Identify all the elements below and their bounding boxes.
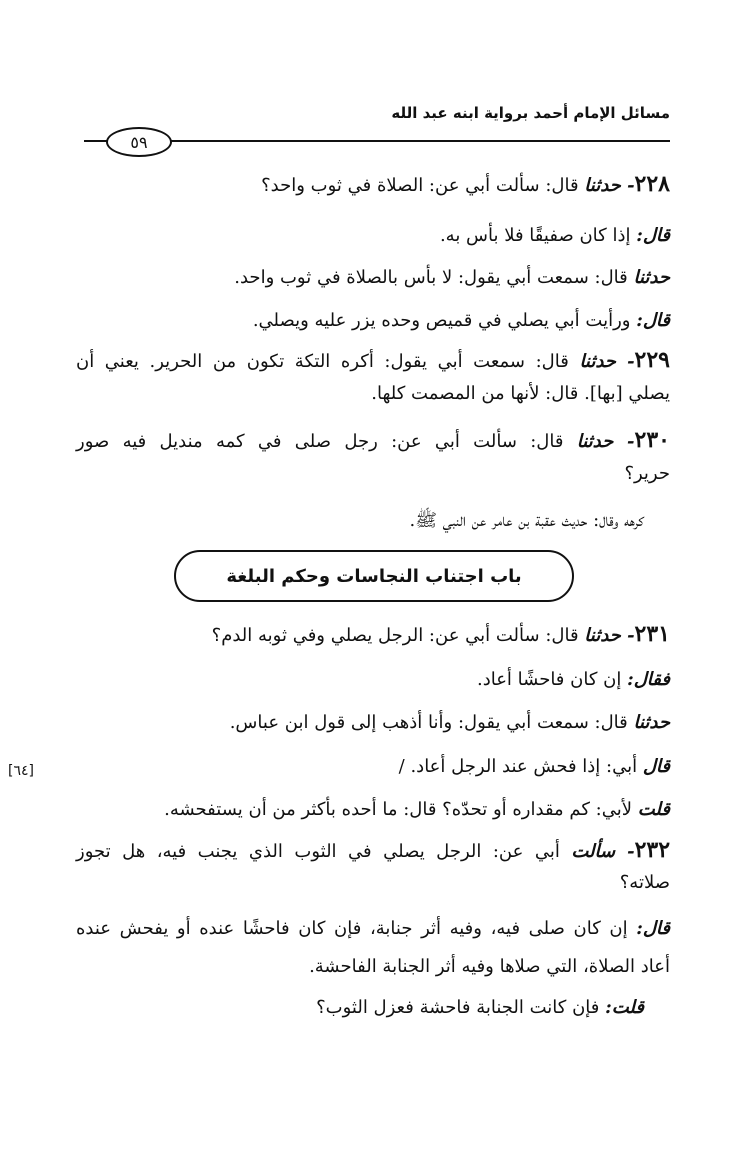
entry-230-line-1 <box>76 428 670 454</box>
narration-keyword: قال <box>642 756 670 777</box>
line-text: قال: سألت أبي عن: الصلاة في ثوب واحد؟ <box>261 175 585 196</box>
line-text: فإن كانت الجنابة فاحشة فعزل الثوب؟ <box>316 997 606 1018</box>
text-line <box>477 668 670 692</box>
narration-keyword: فقال: <box>627 669 670 690</box>
line-text: لأبي: كم مقداره أو تحدّه؟ قال: ما أحده بأكثر من أن يستفحشه. <box>164 799 638 820</box>
line-text: إن كان فاحشًا أعاد. <box>476 669 628 690</box>
line-text: أبي: إذا فحش عند الرجل أعاد. / <box>398 756 643 777</box>
narration-keyword: - سألت <box>571 841 635 862</box>
text-line <box>234 266 670 290</box>
text-line <box>164 798 670 822</box>
line-text: إذا كان صفيقًا فلا بأس به. <box>439 225 637 246</box>
narration-keyword: حدثنا <box>633 267 670 288</box>
entry-number: ٢٢٩ <box>634 347 670 373</box>
narration-keyword: - حدثنا <box>576 431 635 452</box>
entry-228-line-1 <box>261 172 670 198</box>
text-line <box>316 996 644 1020</box>
narration-keyword: - حدثنا <box>584 625 635 646</box>
line-text: أبي عن: الرجل يصلي في الثوب الذي يجنب فيه، هل تجوز <box>76 841 572 862</box>
narration-keyword: حدثنا <box>633 712 670 733</box>
entry-232-answer-line-1 <box>76 917 670 941</box>
narration-keyword: قلت: <box>605 997 644 1018</box>
entry-229-line-1 <box>76 348 670 374</box>
line-text: قال: سألت أبي عن: الرجل يصلي وفي ثوبه الدم؟ <box>211 625 585 646</box>
narration-keyword: قال: <box>636 225 670 246</box>
line-text: قال: سمعت أبي يقول: أكره التكة تكون من الحرير. يعني أن <box>76 351 580 372</box>
running-header-title: مسائل الإمام أحمد برواية ابنه عبد الله <box>391 104 670 122</box>
narration-keyword: قلت <box>637 799 670 820</box>
line-text: ورأيت أبي يصلي في قميص وحده يزر عليه ويصلي. <box>252 310 637 331</box>
line-text: قال: سمعت أبي يقول: لا بأس بالصلاة في ثوب واحد. <box>234 267 634 288</box>
entry-230-line-2: حرير؟ <box>624 463 670 484</box>
entry-232-line-1 <box>76 838 670 864</box>
line-text: قال: سألت أبي عن: رجل صلى في كمه منديل فيه صور <box>76 431 577 452</box>
narration-keyword: - حدثنا <box>584 175 635 196</box>
entry-number: ٢٣٠ <box>634 427 670 453</box>
text-line <box>440 224 670 248</box>
entry-229-line-2: يصلي [بها]. قال: لأنها من المصمت كلها. <box>371 383 670 404</box>
entry-232-answer-line-2: أعاد الصلاة، التي صلاها وفيه أثر الجنابة الفاحشة. <box>309 956 670 977</box>
narration-keyword: قال: <box>636 918 670 939</box>
margin-reference: [٦٤] <box>8 763 34 779</box>
narration-keyword: - حدثنا <box>579 351 635 372</box>
text-line <box>399 755 670 779</box>
entry-230-answer: كرهه وقال: حديث عقبة بن عامر عن النبي ﷺ. <box>409 510 644 531</box>
entry-number: ٢٣٢ <box>634 837 671 863</box>
entry-232-line-2: صلاته؟ <box>619 872 670 893</box>
text-line <box>253 309 670 333</box>
line-text: إن كان صلى فيه، وفيه أثر جنابة، فإن كان فاحشًا عنده أو يفحش عنده <box>76 918 637 939</box>
narration-keyword: قال: <box>636 310 670 331</box>
page-number: ٥٩ <box>106 127 172 157</box>
chapter-heading: باب اجتناب النجاسات وحكم البلغة <box>174 550 574 602</box>
entry-number: ٢٣١ <box>634 621 670 647</box>
text-line <box>230 711 670 735</box>
entry-number: ٢٢٨ <box>634 171 670 197</box>
entry-231-line-1 <box>212 622 670 648</box>
line-text: قال: سمعت أبي يقول: وأنا أذهب إلى قول ابن عباس. <box>229 712 634 733</box>
